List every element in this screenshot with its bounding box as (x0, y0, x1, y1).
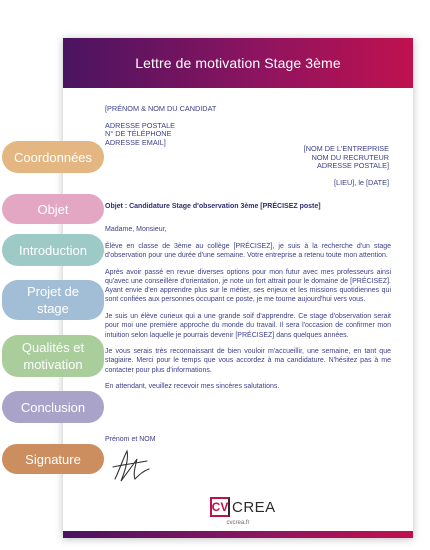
signer-name: Prénom et NOM (105, 436, 156, 443)
cvcrea-logo (210, 497, 276, 517)
label-signature: Signature (2, 444, 104, 474)
letter-title: Lettre de motivation Stage 3ème (135, 55, 341, 71)
label-projet-de-stage: Projet de stage (2, 280, 104, 320)
letter-header (63, 38, 413, 88)
logo-text: CREA (232, 498, 276, 516)
closing-paragraph: En attendant, veuillez recevoir mes sincères salutations. (105, 383, 280, 391)
sender-address: ADRESSE POSTALE (105, 120, 176, 130)
place-date: [LIEU], le [DATE] (333, 178, 389, 187)
letter-footer (63, 531, 413, 538)
label-coordonnees: Coordonnées (2, 141, 104, 173)
sender-phone: N° DE TÉLÉPHONE (105, 129, 172, 139)
qualites-paragraph: Je suis un élève curieux qui a une grande soif d'apprendre. Ce stage d'observation serait pour moi une première approche du monde du travail. Il sera l'occasion de confirmer mon intuition selon laquelle je pourrais devenir [PRÉCISEZ] dans quelques années. (105, 313, 391, 339)
label-objet: Objet (2, 194, 104, 224)
sender-email: ADRESSE EMAIL] (105, 137, 166, 147)
letter-page (63, 38, 413, 538)
letter-body (105, 202, 391, 399)
recipient-address: ADRESSE POSTALE] (316, 161, 389, 171)
recipient-block (189, 145, 389, 171)
label-qualites-motivation: Qualités et motivation (2, 335, 104, 377)
logo-mark: CV (210, 497, 230, 517)
signature-scribble-icon (109, 445, 153, 485)
projet-paragraph: Après avoir passé en revue diverses options pour mon futur avec mes professeurs ainsi qu'avec une conseillère d'orientation, je note un fort attrait pour le domaine de [PRÉCISEZ]. Ayant envie d'en apprendre plus sur le métier, ses enjeux et les missions quotidiennes qui sont confiées aux personnes occupant ce poste, je me tourne aujourd'hui vers vous. (105, 268, 391, 304)
intro-paragraph: Élève en classe de 3ème au collège [PRÉCISEZ], je suis à la recherche d'un stage d'observation pour une durée d'une semaine. Votre entreprise a retenu toute mon attention. (105, 242, 391, 260)
site-url: cvcrea.fr (226, 520, 250, 526)
label-conclusion: Conclusion (2, 391, 104, 423)
recipient-recruiter: NOM DU RECRUTEUR (311, 152, 389, 162)
objet-line: Objet : Candidature Stage d'observation 3ème [PRÉCISEZ poste] (105, 203, 321, 210)
sender-name: [PRÉNOM & NOM DU CANDIDAT (105, 104, 217, 113)
recipient-company: [NOM DE L'ENTREPRISE (303, 144, 389, 153)
conclusion-paragraph: Je vous serais très reconnaissant de bien vouloir m'accueillir, une semaine, en tant que stagiaire. Merci pour le temps que vous accordez à ma candidature. N'hésitez pas à me contacter pour plus d'informations. (105, 348, 391, 374)
sender-block (105, 105, 305, 147)
label-introduction: Introduction (2, 234, 104, 266)
greeting: Madame, Monsieur, (105, 226, 167, 234)
